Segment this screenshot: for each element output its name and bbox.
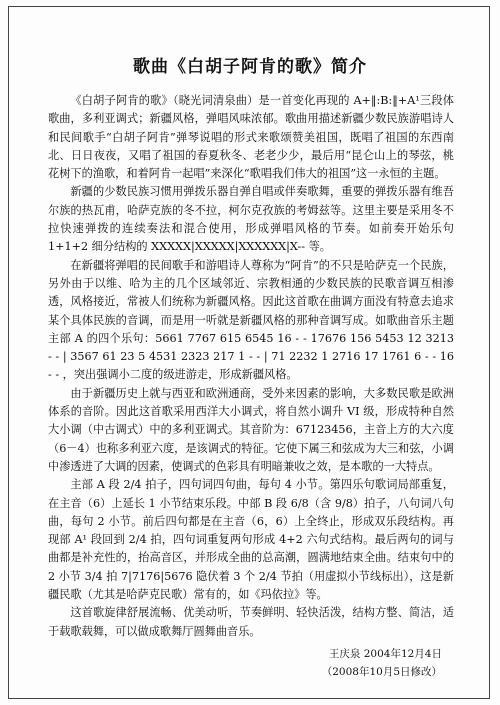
paragraph-structure: 主部 A 段 2/4 拍子，四句词四句曲，每句 4 小节。第四乐句歌词局部重复，在主音（6）上延长 1 小节结束乐段。中部 B 段 6/8（含 9/8）拍子，八句词八句曲，每句 2 小节。前后四句都是在主音（6，6）上全终止，形成双乐段结构。再现部 A¹ 段回到 2/4 拍，四句词重复两句形成 4+2 六句式结构。最后两句的词与曲都是补充性的，抬高音区，并形成全曲的总高潮，圆满地结束全曲。结束句中的 2 小节 3/4 拍 7|7176|5676 隐伏着 3 个 2/4 节拍（用虚拟小节线标出），这是新疆民歌（尤其是哈萨克民歌）常有的，如《玛依拉》等。 <box>48 478 454 602</box>
paragraph-summary: 这首歌旋律舒展流畅、优美动听，节奏鲜明、轻快活泼，结构方整、简洁，适于载歌载舞，可以做成歌舞厅圆舞曲音乐。 <box>48 606 454 638</box>
paragraph-scale: 由于新疆历史上就与西亚和欧洲通商，受外来因素的影响，大多数民歌是欧洲体系的音阶。因此这首歌采用西洋大小调式，将自然小调升 VI 级，形成特种自然大小调（中古调式）中的多利亚调式。其音阶为：67123456，主音上方的大六度（6－4）也称多利亚六度，是该调式的特征。它使下属三和弦成为大三和弦，小调中渗透进了大调的因素，使调式的色彩具有明暗兼收之效，是本歌的一大特点。 <box>48 386 454 473</box>
paragraph-intro: 《白胡子阿肯的歌》（晓光词清泉曲）是一首变化再现的 A+‖:B:‖+A¹三段体歌曲，多利亚调式；新疆风格，弹唱风味浓郁。歌曲用描述新疆少数民族游唱诗人和民间歌手“白胡子阿肯”弹琴说唱的形式来歌颂赞美祖国，既唱了祖国的东西南北、日日夜夜，又唱了祖国的春夏秋冬、老老少少，最后用“昆仑山上的琴弦，桃花树下的渔歌，和着阿肯一起唱”来深化“歌唱我们伟大的祖国”这一永恒的主题。 <box>48 94 454 181</box>
page-title: 歌曲《白胡子阿肯的歌》简介 <box>133 57 367 77</box>
document-body <box>48 92 454 641</box>
paragraph-style: 在新疆将弹唱的民间歌手和游唱诗人尊称为“阿肯”的不只是哈萨克一个民族，另外由于以维、哈为主的几个区域邻近、宗教相通的少数民族的民歌音调互相渗透，风格接近，常被人们统称为新疆风格。因此这首歌在曲调方面没有特意去追求某个具体民族的音调，而是用一听就是新疆风格的那种音调写成。如歌曲音乐主题主部 A 的四个乐句：5661 7767 615 6545 16 - - 17676 156 5453 12 3213 - - | 3567 61 23 5 4531 2323 217 1 - - | 71 2232 1 2716 17 1761 6 - - 16 - - ，突出强调小二度的级进游走，形成新疆风格。 <box>48 258 454 382</box>
author-date: 王庆泉 2004年12月4日 <box>328 648 442 660</box>
revision-date: （2008年10月5日修改） <box>321 666 442 678</box>
signature-block <box>322 645 442 681</box>
paragraph-instruments: 新疆的少数民族习惯用弹拨乐器自弹自唱或伴奏歌舞，重要的弹拨乐器有维吾尔族的热瓦甫，哈萨克族的冬不拉，柯尔克孜族的考姆兹等。这里主要是采用冬不拉快速弹拨的连续奏法和混合使用，形成弹唱风格的节奏。如前奏开始乐句 1+1+2 细分结构的 XXXXX|XXXXX|XXXXXX|X-- 等。 <box>48 185 454 254</box>
